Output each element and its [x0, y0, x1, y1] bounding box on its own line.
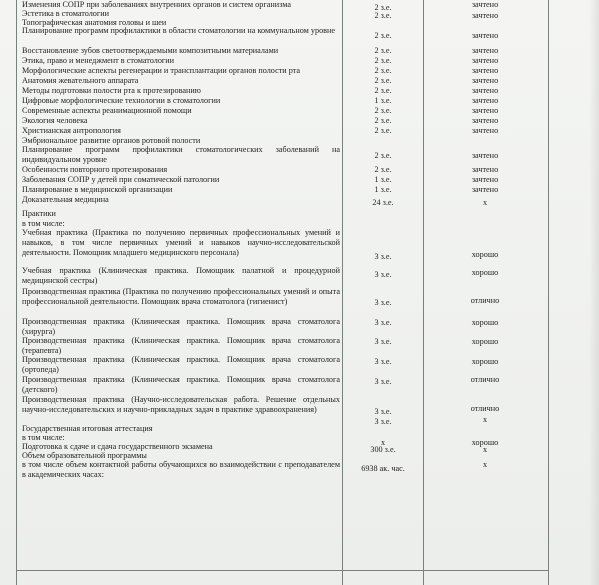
credits-value: 3 з.е.: [374, 252, 392, 261]
discipline-name: Особенности повторного протезирования: [22, 165, 168, 174]
grade-value: хорошо: [471, 250, 499, 259]
credits-value: 2 з.е.: [374, 66, 392, 75]
grade-value: зачтено: [471, 56, 499, 65]
discipline-name: Производственная практика (Научно-исследовательская работа. Решение отдельных научно-исследовательских и научно-прикладных задач в практике здравоохранения): [22, 395, 340, 415]
credits-value: 3 з.е.: [374, 417, 392, 426]
discipline-name: Этика, право и менеджмент в стоматологии: [22, 56, 175, 65]
credits-value: 300 з.е.: [370, 445, 396, 454]
credits-value: 2 з.е.: [374, 86, 392, 95]
credits-value: 2 з.е.: [374, 46, 392, 55]
discipline-name: Производственная практика (Клиническая практика. Помощник врача стоматолога (хирурга): [22, 317, 340, 337]
credits-value: 3 з.е.: [374, 298, 392, 307]
credits-value: 3 з.е.: [374, 337, 392, 346]
discipline-name: Учебная практика (Клиническая практика. Помощник палатной и процедурной медицинской сестры): [22, 266, 340, 286]
grade-value: зачтено: [471, 11, 499, 20]
credits-value: 24 з.е.: [372, 198, 394, 207]
grade-value: х: [482, 460, 488, 469]
grade-value: х: [482, 198, 488, 207]
grade-value: зачтено: [471, 46, 499, 55]
section-heading: Государственная итоговая аттестация: [22, 424, 153, 433]
discipline-name: Христианская антропология: [22, 126, 121, 135]
credits-value: 2 з.е.: [374, 11, 392, 20]
credits-value: 2 з.е.: [374, 56, 392, 65]
discipline-name: Объем образовательной программы: [22, 451, 147, 460]
table-border-left: [16, 0, 17, 585]
credits-value: 2 з.е.: [374, 31, 392, 40]
credits-value: 2 з.е.: [374, 76, 392, 85]
grade-value: хорошо: [471, 438, 499, 447]
discipline-name: Планирование в медицинской организации: [22, 185, 173, 194]
grade-value: хорошо: [471, 357, 499, 366]
grade-value: зачтено: [471, 66, 499, 75]
credits-value: 3 з.е.: [374, 407, 392, 416]
grade-value: зачтено: [471, 116, 499, 125]
grade-value: зачтено: [471, 185, 499, 194]
discipline-name: Морфологические аспекты регенерации и трансплантации органов полости рта: [22, 66, 301, 75]
discipline-name: Анатомия жевательного аппарата: [22, 76, 139, 85]
grade-value: отлично: [470, 296, 500, 305]
page-edge-shadow: [589, 0, 599, 585]
credits-value: 1 з.е.: [374, 185, 392, 194]
credits-value: 2 з.е.: [374, 165, 392, 174]
discipline-name: Доказательная медицина: [22, 195, 109, 204]
section-subheading: в том числе:: [22, 433, 65, 442]
grade-value: х: [482, 445, 488, 454]
grade-value: хорошо: [471, 318, 499, 327]
credits-value: 1 з.е.: [374, 96, 392, 105]
discipline-name: Планирование программ профилактики стоматологических заболеваний на индивидуальном уровне: [22, 145, 340, 164]
grade-value: зачтено: [471, 0, 499, 9]
discipline-name: Цифровые морфологические технологии в стоматологии: [22, 96, 221, 105]
discipline-name: Эмбриональное развитие органов ротовой полости: [22, 136, 201, 145]
credits-value: х: [380, 438, 386, 447]
grade-value: зачтено: [471, 106, 499, 115]
discipline-name: Производственная практика (Клиническая практика. Помощник врача стоматолога (ортопеда): [22, 355, 340, 375]
column-divider-credits-grade: [423, 0, 424, 585]
credits-value: 2 з.е.: [374, 116, 392, 125]
credits-value: 3 з.е.: [374, 377, 392, 386]
grade-value: хорошо: [471, 337, 499, 346]
discipline-name: Производственная практика (Клиническая практика. Помощник врача стоматолога (детского): [22, 375, 340, 395]
discipline-name: в том числе объем контактной работы обучающихся во взаимодействии с преподавателем в академических часах:: [22, 460, 340, 480]
grade-value: х: [482, 415, 488, 424]
discipline-name: Заболевания СОПР у детей при соматической патологии: [22, 175, 220, 184]
credits-value: 2 з.е.: [374, 3, 392, 12]
section-heading: Практики: [22, 209, 56, 218]
column-divider-name-credits: [342, 0, 343, 585]
grade-value: зачтено: [471, 175, 499, 184]
discipline-name: Учебная практика (Практика по получению первичных профессиональных умений и навыков, в том числе первичных умений и навыков научно-исследовательской деятельности. Помощник младшего медицинского персонала): [22, 228, 340, 258]
credits-value: 1 з.е.: [374, 175, 392, 184]
grade-value: зачтено: [471, 86, 499, 95]
grade-value: зачтено: [471, 96, 499, 105]
discipline-name: Эстетика в стоматологии: [22, 9, 110, 18]
grade-value: хорошо: [471, 268, 499, 277]
credits-value: 3 з.е.: [374, 270, 392, 279]
credits-value: 2 з.е.: [374, 151, 392, 160]
discipline-name: Восстановление зубов светоотверждаемыми композитными материалами: [22, 46, 279, 55]
grade-value: зачтено: [471, 126, 499, 135]
discipline-name: Методы подготовки полости рта к протезированию: [22, 86, 201, 95]
discipline-name: Планирование программ профилактики в области стоматологии на коммунальном уровне: [22, 26, 336, 35]
table-border-bottom: [16, 570, 549, 571]
table-border-right: [548, 0, 549, 585]
grade-value: отлично: [470, 375, 500, 384]
credits-value: 3 з.е.: [374, 357, 392, 366]
section-subheading: в том числе:: [22, 219, 65, 228]
credits-value: 2 з.е.: [374, 106, 392, 115]
grade-value: зачтено: [471, 76, 499, 85]
discipline-name: Производственная практика (Практика по получению профессиональных умений и опыта профессиональной деятельности. Помощник врача стоматолога (гигиенист): [22, 287, 340, 307]
credits-value: 2 з.е.: [374, 126, 392, 135]
discipline-name: Топографическая анатомия головы и шеи: [22, 18, 167, 27]
discipline-name: Подготовка к сдаче и сдача государственного экзамена: [22, 442, 213, 451]
grade-value: зачтено: [471, 151, 499, 160]
grade-value: зачтено: [471, 165, 499, 174]
discipline-name: Экология человека: [22, 116, 88, 125]
discipline-name: Производственная практика (Клиническая практика. Помощник врача стоматолога (терапевта): [22, 336, 340, 356]
credits-value: 6938 ак. час.: [361, 464, 405, 473]
discipline-name: Современные аспекты реанимационной помощи: [22, 106, 192, 115]
credits-value: 3 з.е.: [374, 318, 392, 327]
grade-value: зачтено: [471, 31, 499, 40]
discipline-name: Изменения СОПР при заболеваниях внутренних органов и систем организма: [22, 0, 291, 9]
grade-value: отлично: [470, 404, 500, 413]
